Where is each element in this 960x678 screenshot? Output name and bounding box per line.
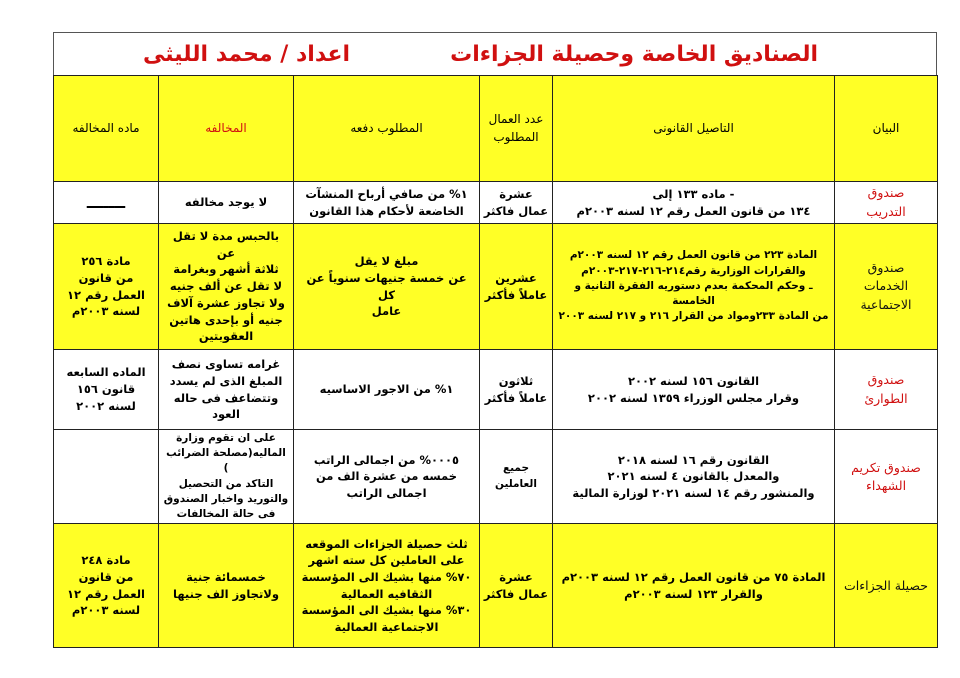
row-statement: صندوق الخدمات الاجتماعية — [835, 224, 938, 350]
row-statement: حصيلة الجزاءات — [835, 524, 938, 648]
title-bar — [53, 32, 937, 75]
row-violation-article — [54, 430, 159, 524]
row-legal-basis: القانون رقم ١٦ لسنه ٢٠١٨ والمعدل بالقانون ٤ لسنه ٢٠٢١ والمنشور رقم ١٤ لسنه ٢٠٢١ لوزارة المالية — [553, 430, 835, 524]
row-statement: صندوق الطوارئ — [835, 350, 938, 430]
header-amount-due: المطلوب دفعه — [294, 76, 480, 182]
author-credit: اعداد / محمد الليثى — [143, 41, 351, 67]
row-violation: خمسمائة جنية ولاتجاوز الف جنيها — [159, 524, 294, 648]
row-violation: بالحبس مدة لا تقل عن ثلاثة أشهر وبغرامة لا تقل عن ألف جنيه ولا تجاوز عشرة آلاف جنيه أو بإحدى هاتين العقوبتين — [159, 224, 294, 350]
row-amount-due: مبلغ لا يقل عن خمسة جنيهات سنوياً عن كل عامل — [294, 224, 480, 350]
row-violation: غرامه تساوى نصف المبلغ الذى لم يسدد وتتضاعف فى حاله العود — [159, 350, 294, 430]
row-legal-basis: المادة ٧٥ من قانون العمل رقم ١٢ لسنه ٢٠٠٣م والقرار ١٢٣ لسنه ٢٠٠٣م — [553, 524, 835, 648]
row-violation-article: ـــــــ — [54, 182, 159, 224]
row-workers-required: عشرة عمال فاكثر — [480, 182, 553, 224]
row-violation-article: الماده السابعه قانون ١٥٦ لسنه ٢٠٠٢ — [54, 350, 159, 430]
table-row — [54, 350, 938, 430]
row-workers-required: عشرين عاملاً فأكثر — [480, 224, 553, 350]
header-legal-basis: التاصيل القانونى — [553, 76, 835, 182]
table-row — [54, 430, 938, 524]
row-amount-due: ١% من الاجور الاساسيه — [294, 350, 480, 430]
document-title: الصناديق الخاصة وحصيلة الجزاءات — [450, 41, 818, 67]
table-row — [54, 224, 938, 350]
funds-table — [53, 75, 938, 648]
row-amount-due: ٠٠٠٥% من اجمالى الراتب خمسه من عشرة الف من اجمالى الراتب — [294, 430, 480, 524]
row-statement: صندوق التدريب — [835, 182, 938, 224]
row-workers-required: عشرة عمال فاكثر — [480, 524, 553, 648]
row-legal-basis: القانون ١٥٦ لسنه ٢٠٠٢ وقرار مجلس الوزراء ١٣٥٩ لسنه ٢٠٠٢ — [553, 350, 835, 430]
table-row — [54, 524, 938, 648]
header-workers-required: عدد العمال المطلوب — [480, 76, 553, 182]
row-violation-article: مادة ٢٤٨ من قانون العمل رقم ١٢ لسنه ٢٠٠٣م — [54, 524, 159, 648]
row-violation: على ان تقوم وزارة الماليه(مصلحة الضرائب ) التاكد من التحصيل والتوريد واخبار الصندوق فى حالة المخالفات — [159, 430, 294, 524]
row-violation: لا يوجد مخالفه — [159, 182, 294, 224]
row-violation-article: مادة ٢٥٦ من قانون العمل رقم ١٢ لسنه ٢٠٠٣م — [54, 224, 159, 350]
table-row — [54, 182, 938, 224]
row-amount-due: ثلث حصيلة الجزاءات الموقعه على العاملين كل سته اشهر ٧٠% منها بشيك الى المؤسسة الثقافيه العمالية ٣٠% منها بشيك الى المؤسسة الاجتماعية العمالية — [294, 524, 480, 648]
header-violation: المخالفه — [159, 76, 294, 182]
document-sheet — [53, 32, 937, 648]
header-violation-article: ماده المخالفه — [54, 76, 159, 182]
row-legal-basis: المادة ٢٢٣ من قانون العمل رقم ١٢ لسنه ٢٠٠٣م والقرارات الوزارية رقم٢١٤-٢١٦-٢١٧-٢٠٠٣م ـ وحكم المحكمة بعدم دستوريه الفقرة الثانية و الخامسة من المادة ٢٣٣ومواد من القرار ٢١٦ و ٢١٧ لسنه ٢٠٠٣ — [553, 224, 835, 350]
row-statement: صندوق تكريم الشهداء — [835, 430, 938, 524]
row-amount-due: ١% من صافي أرباح المنشآت الخاضعة لأحكام هذا القانون — [294, 182, 480, 224]
header-statement: البيان — [835, 76, 938, 182]
header-row — [54, 76, 938, 182]
row-legal-basis: - ماده ١٣٣ إلى ١٣٤ من قانون العمل رقم ١٢ لسنه ٢٠٠٣م — [553, 182, 835, 224]
row-workers-required: ثلاثون عاملاً فأكثر — [480, 350, 553, 430]
row-workers-required: جميع العاملين — [480, 430, 553, 524]
